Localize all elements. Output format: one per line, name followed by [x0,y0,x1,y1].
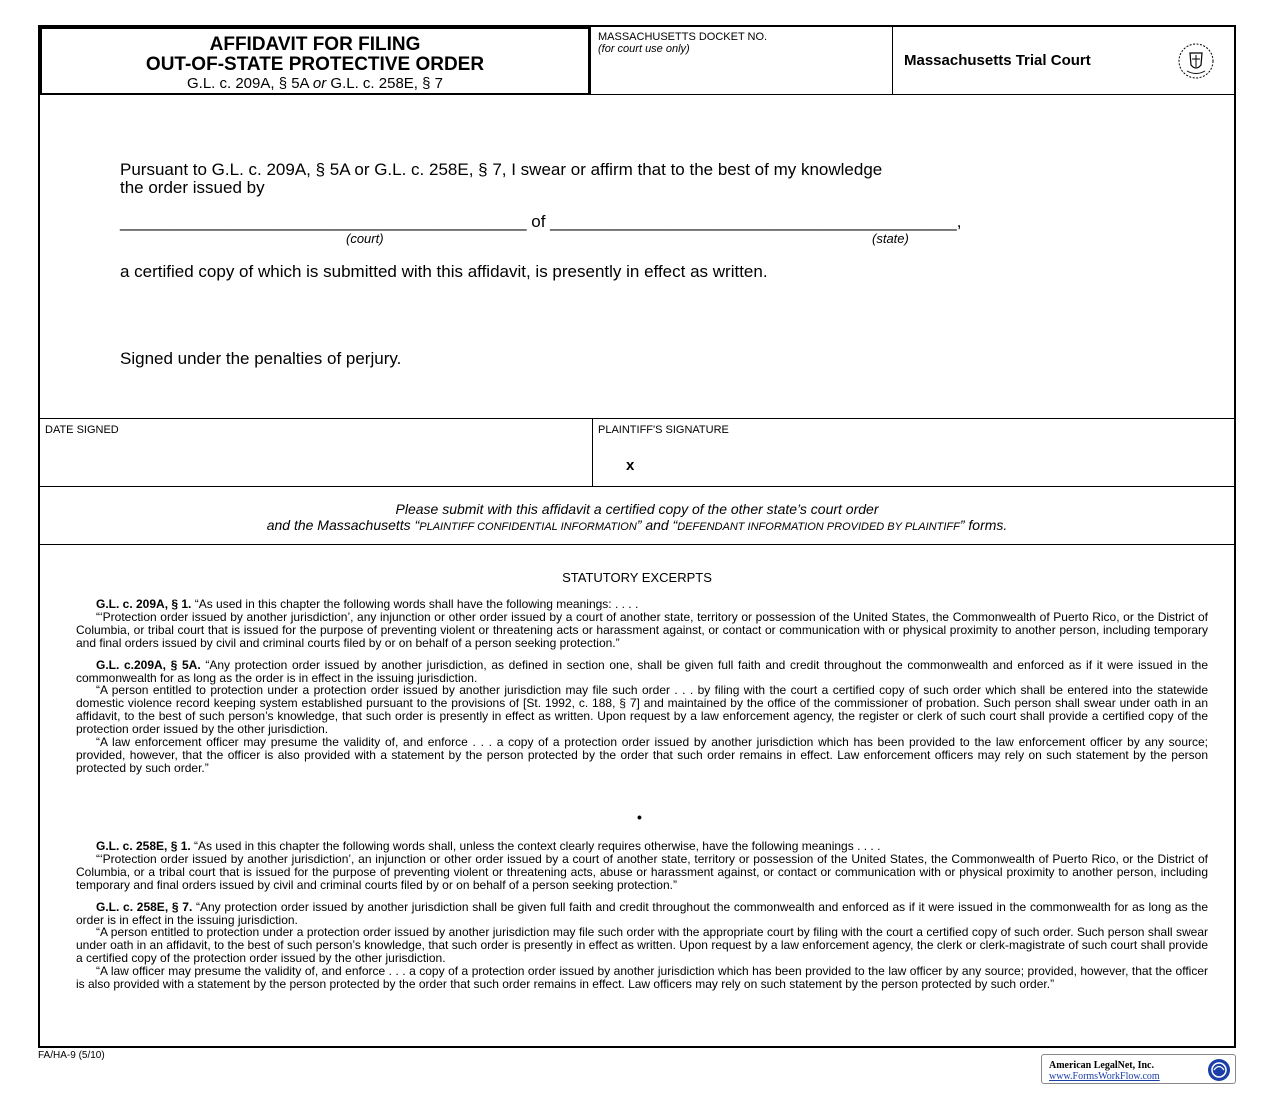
statute-a: G.L. c. 209A, § 5A [186,75,309,92]
form-title-box [40,27,590,95]
logo-name: American LegalNet, Inc. [1049,1060,1154,1071]
submit-bottom-rule [40,544,1234,545]
signature-x-mark[interactable]: x [626,457,635,474]
statute-209a-1: G.L. c. 209A, § 1. “As used in this chapter the following words shall have the following meanings: . . . . “‘Protection order issued by another jurisdiction’, any injunction or other order issued by a court of another state, territory or possession of the United States, the Commonwealth of Puerto Rico, or the District of Columbia, or tribal court that is issued for the purpose of preventing violent or threatening acts or harassment against, or contact or communication with or physical proximity to another person, including temporary and final orders issued by civil and criminal courts filed by or on behalf of a person seeking protection.” G.L. c.209A, § 5A. “Any protection order issued by another jurisdiction, as defined in section one, shall be given full faith and credit throughout the commonwealth and enforced as if it were issued in the commonwealth for as long as the order is in effect in the issuing jurisdiction. “A person entitled to protection under a protection order issued by another jurisdiction may file such order . . . by filing with the court a certified copy of such order which shall be entered into the statewide domestic violence record keeping system established pursuant to the provisions of [St. 1992, c. 188, § 7] and maintained by the office of the commissioner of probation. Such person shall swear under oath in an affidavit, to the best of such person’s knowledge, that such order is presently in effect as written. Upon request by a law enforcement agency, the register or clerk of such court shall provide a certified copy of the protection order issued by the other jurisdiction. “A law enforcement officer may presume the validity of, and enforce . . . a copy of a protection order issued by another jurisdiction which has been provided to the law enforcement officer by any source; provided, however, that the officer is also provided with a statement by the person protected by the order that such order remains in effect. Law enforcement officers may rely on such statement by the person protected by such order.” [76,597,1209,775]
date-signed-field[interactable] [42,419,590,485]
globe-icon [1206,1057,1232,1083]
header-bottom-rule [40,94,1234,95]
state-caption: (state) [872,231,909,246]
court-caption: (court) [346,231,384,246]
plaintiff-signature-label: PLAINTIFF'S SIGNATURE [598,424,729,436]
docket-number-field[interactable] [598,31,767,55]
court-state-blank-line[interactable]: ___________________________________________ of ___________________________________________, [120,212,962,231]
pursuant-line2: the order issued by [120,178,265,197]
submit-line2: and the Massachusetts “PLAINTIFF CONFIDENTIAL INFORMATION” and “DEFENDANT INFORMATION PROVIDED BY PLAINTIFF” forms. [266,517,1008,533]
statute-258e-1: G.L. c. 258E, § 1. “As used in this chapter the following words shall, unless the context clearly requires otherwise, have the following meanings . . . . “‘Protection order issued by another jurisdiction’, an injunction or other order issued by a court of another state, territory or possession of the United States, the Commonwealth of Puerto Rico, or the District of Columbia, or a tribal court that is issued for the purpose of preventing violent or threatening acts, abuse or harassment against, or contact or communication with or physical proximity to another person, including temporary and final orders issued by civil and criminal courts filed by or on behalf of a person seeking protection.” G.L. c. 258E, § 7. “Any protection order issued by another jurisdiction shall be given full faith and credit throughout the commonwealth and enforced as if it were issued in the commonwealth for as long as the order is in effect in the issuing jurisdiction. “A person entitled to protection under a protection order issued by another jurisdiction may file such order with the appropriate court by filing with the court a certified copy of such order. Such person shall swear under oath in an affidavit, to the best of such person’s knowledge, that such order is presently in effect as written. Upon request by a law enforcement agency, the clerk or clerk-magistrate of such court shall provide a certified copy of the protection order issued by the other jurisdiction. “A law officer may presume the validity of, and enforce . . . a copy of a protection order issued by another jurisdiction which has been provided to the law officer by any source; provided, however, that the officer is also provided with a statement by the person protected by the order that such order remains in effect. Law officers may rely on such statement by the person protected by such order.” [76,839,1208,992]
signature-bottom-rule [40,486,1234,487]
massachusetts-seal-icon [1176,41,1216,81]
perjury-statement: Signed under the penalties of perjury. [120,349,402,368]
statute-separator: • [637,809,642,825]
court-name: Massachusetts Trial Court [904,52,1091,69]
form-frame [38,25,1236,1048]
pursuant-statement [120,161,882,197]
statute-or: or [312,75,327,92]
form-title-line2: OUT-OF-STATE PROTECTIVE ORDER [145,54,485,75]
date-signed-label: DATE SIGNED [45,424,119,436]
form-title-line1: AFFIDAVIT FOR FILING [209,34,421,55]
header-divider [590,27,591,95]
statute-b: G.L. c. 258E, § 7 [330,75,443,92]
docket-label: MASSACHUSETTS DOCKET NO. [598,31,768,43]
logo-url-link[interactable]: www.FormsWorkFlow.com [1049,1071,1160,1082]
signature-divider [592,418,593,486]
legalnet-logo[interactable] [1041,1054,1236,1084]
form-statute-line [42,75,588,93]
submit-line1: Please submit with this affidavit a certified copy of the other state’s court order [395,501,879,517]
docket-note: (for court use only) [598,43,690,55]
submit-notice [40,501,1234,535]
header-divider [892,27,893,95]
pursuant-line1: Pursuant to G.L. c. 209A, § 5A or G.L. c. 258E, § 7, I swear or affirm that to the best of my knowledge [120,160,883,179]
form-code: FA/HA-9 (5/10) [38,1050,105,1061]
statutory-excerpts-heading: STATUTORY EXCERPTS [562,570,712,585]
certified-copy-statement: a certified copy of which is submitted with this affidavit, is presently in effect as written. [120,262,768,281]
